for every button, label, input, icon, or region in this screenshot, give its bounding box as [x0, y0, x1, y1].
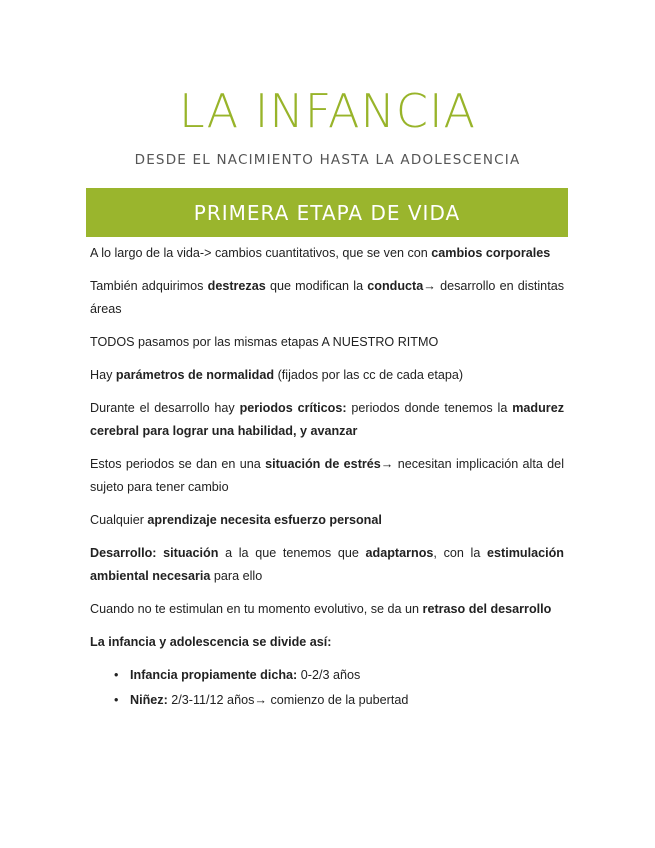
bullet-list-item	[90, 664, 564, 687]
paragraph-text: parámetros de normalidad	[115, 368, 275, 382]
paragraph-list	[90, 242, 564, 654]
paragraph-text: madurez cerebral para lograr una habilidad, y avanzar	[90, 401, 564, 438]
paragraph-text: periodos críticos:	[239, 401, 347, 415]
paragraph-text: aprendizaje necesita esfuerzo personal	[147, 513, 382, 527]
paragraph-text: Cuando no te estimulan en tu momento evolutivo, se da un	[90, 602, 423, 616]
paragraph-text: Estos periodos se dan en una	[90, 457, 266, 471]
paragraph	[90, 242, 564, 265]
paragraph-text: que modifican la	[265, 279, 368, 293]
paragraph-text: periodos donde tenemos la	[346, 401, 513, 415]
document-body	[90, 242, 564, 714]
paragraph-text: TODOS pasamos por las mismas etapas A NUESTRO RITMO	[90, 335, 439, 349]
paragraph	[90, 397, 564, 443]
bullet-text: 2/3-11/12 años→ comienzo de la pubertad	[167, 693, 409, 707]
paragraph-text: a la que tenemos que	[218, 546, 366, 560]
paragraph-text: A lo largo de la vida-> cambios cuantitativos, que se ven con	[90, 246, 432, 260]
paragraph-text: para ello	[210, 569, 263, 583]
paragraph	[90, 364, 564, 387]
bullet-text: Niñez:	[130, 693, 168, 707]
bullet-text: Infancia propiamente dicha:	[130, 668, 298, 682]
paragraph-text: También adquirimos	[90, 279, 208, 293]
paragraph-text: → necesitan implicación alta del sujeto para tener cambio	[90, 457, 564, 494]
paragraph-text: cambios corporales	[431, 246, 551, 260]
paragraph-text: La infancia y adolescencia se divide así:	[90, 635, 332, 649]
paragraph-text: → desarrollo en distintas áreas	[90, 279, 564, 316]
page-title: LA INFANCIA	[178, 84, 477, 138]
paragraph-text: situación de estrés	[265, 457, 381, 471]
bullet-icon: •	[114, 693, 119, 707]
paragraph-text: estimulación ambiental necesaria	[90, 546, 564, 583]
paragraph	[90, 631, 564, 654]
paragraph	[90, 331, 564, 354]
paragraph-text: Durante el desarrollo hay	[90, 401, 240, 415]
paragraph-text: conducta	[367, 279, 424, 293]
bullet-text: 0-2/3 años	[297, 668, 361, 682]
paragraph	[90, 542, 564, 588]
page-subtitle: DESDE EL NACIMIENTO HASTA LA ADOLESCENCIA	[134, 152, 521, 168]
section-banner-title: PRIMERA ETAPA DE VIDA	[193, 200, 461, 225]
paragraph-text: retraso del desarrollo	[422, 602, 552, 616]
section-banner	[86, 188, 568, 237]
paragraph	[90, 509, 564, 532]
bullet-list-item	[90, 689, 564, 712]
paragraph-text: adaptarnos	[365, 546, 434, 560]
paragraph-text: (fijados por las cc de cada etapa)	[274, 368, 464, 382]
paragraph	[90, 598, 564, 621]
paragraph-text: Hay	[90, 368, 116, 382]
paragraph	[90, 275, 564, 321]
bullet-icon: •	[114, 668, 119, 682]
bullet-list	[90, 664, 564, 712]
paragraph	[90, 453, 564, 499]
paragraph-text: , con la	[433, 546, 488, 560]
paragraph-text: Cualquier	[90, 513, 148, 527]
paragraph-text: Desarrollo: situación	[90, 546, 219, 560]
paragraph-text: destrezas	[207, 279, 266, 293]
